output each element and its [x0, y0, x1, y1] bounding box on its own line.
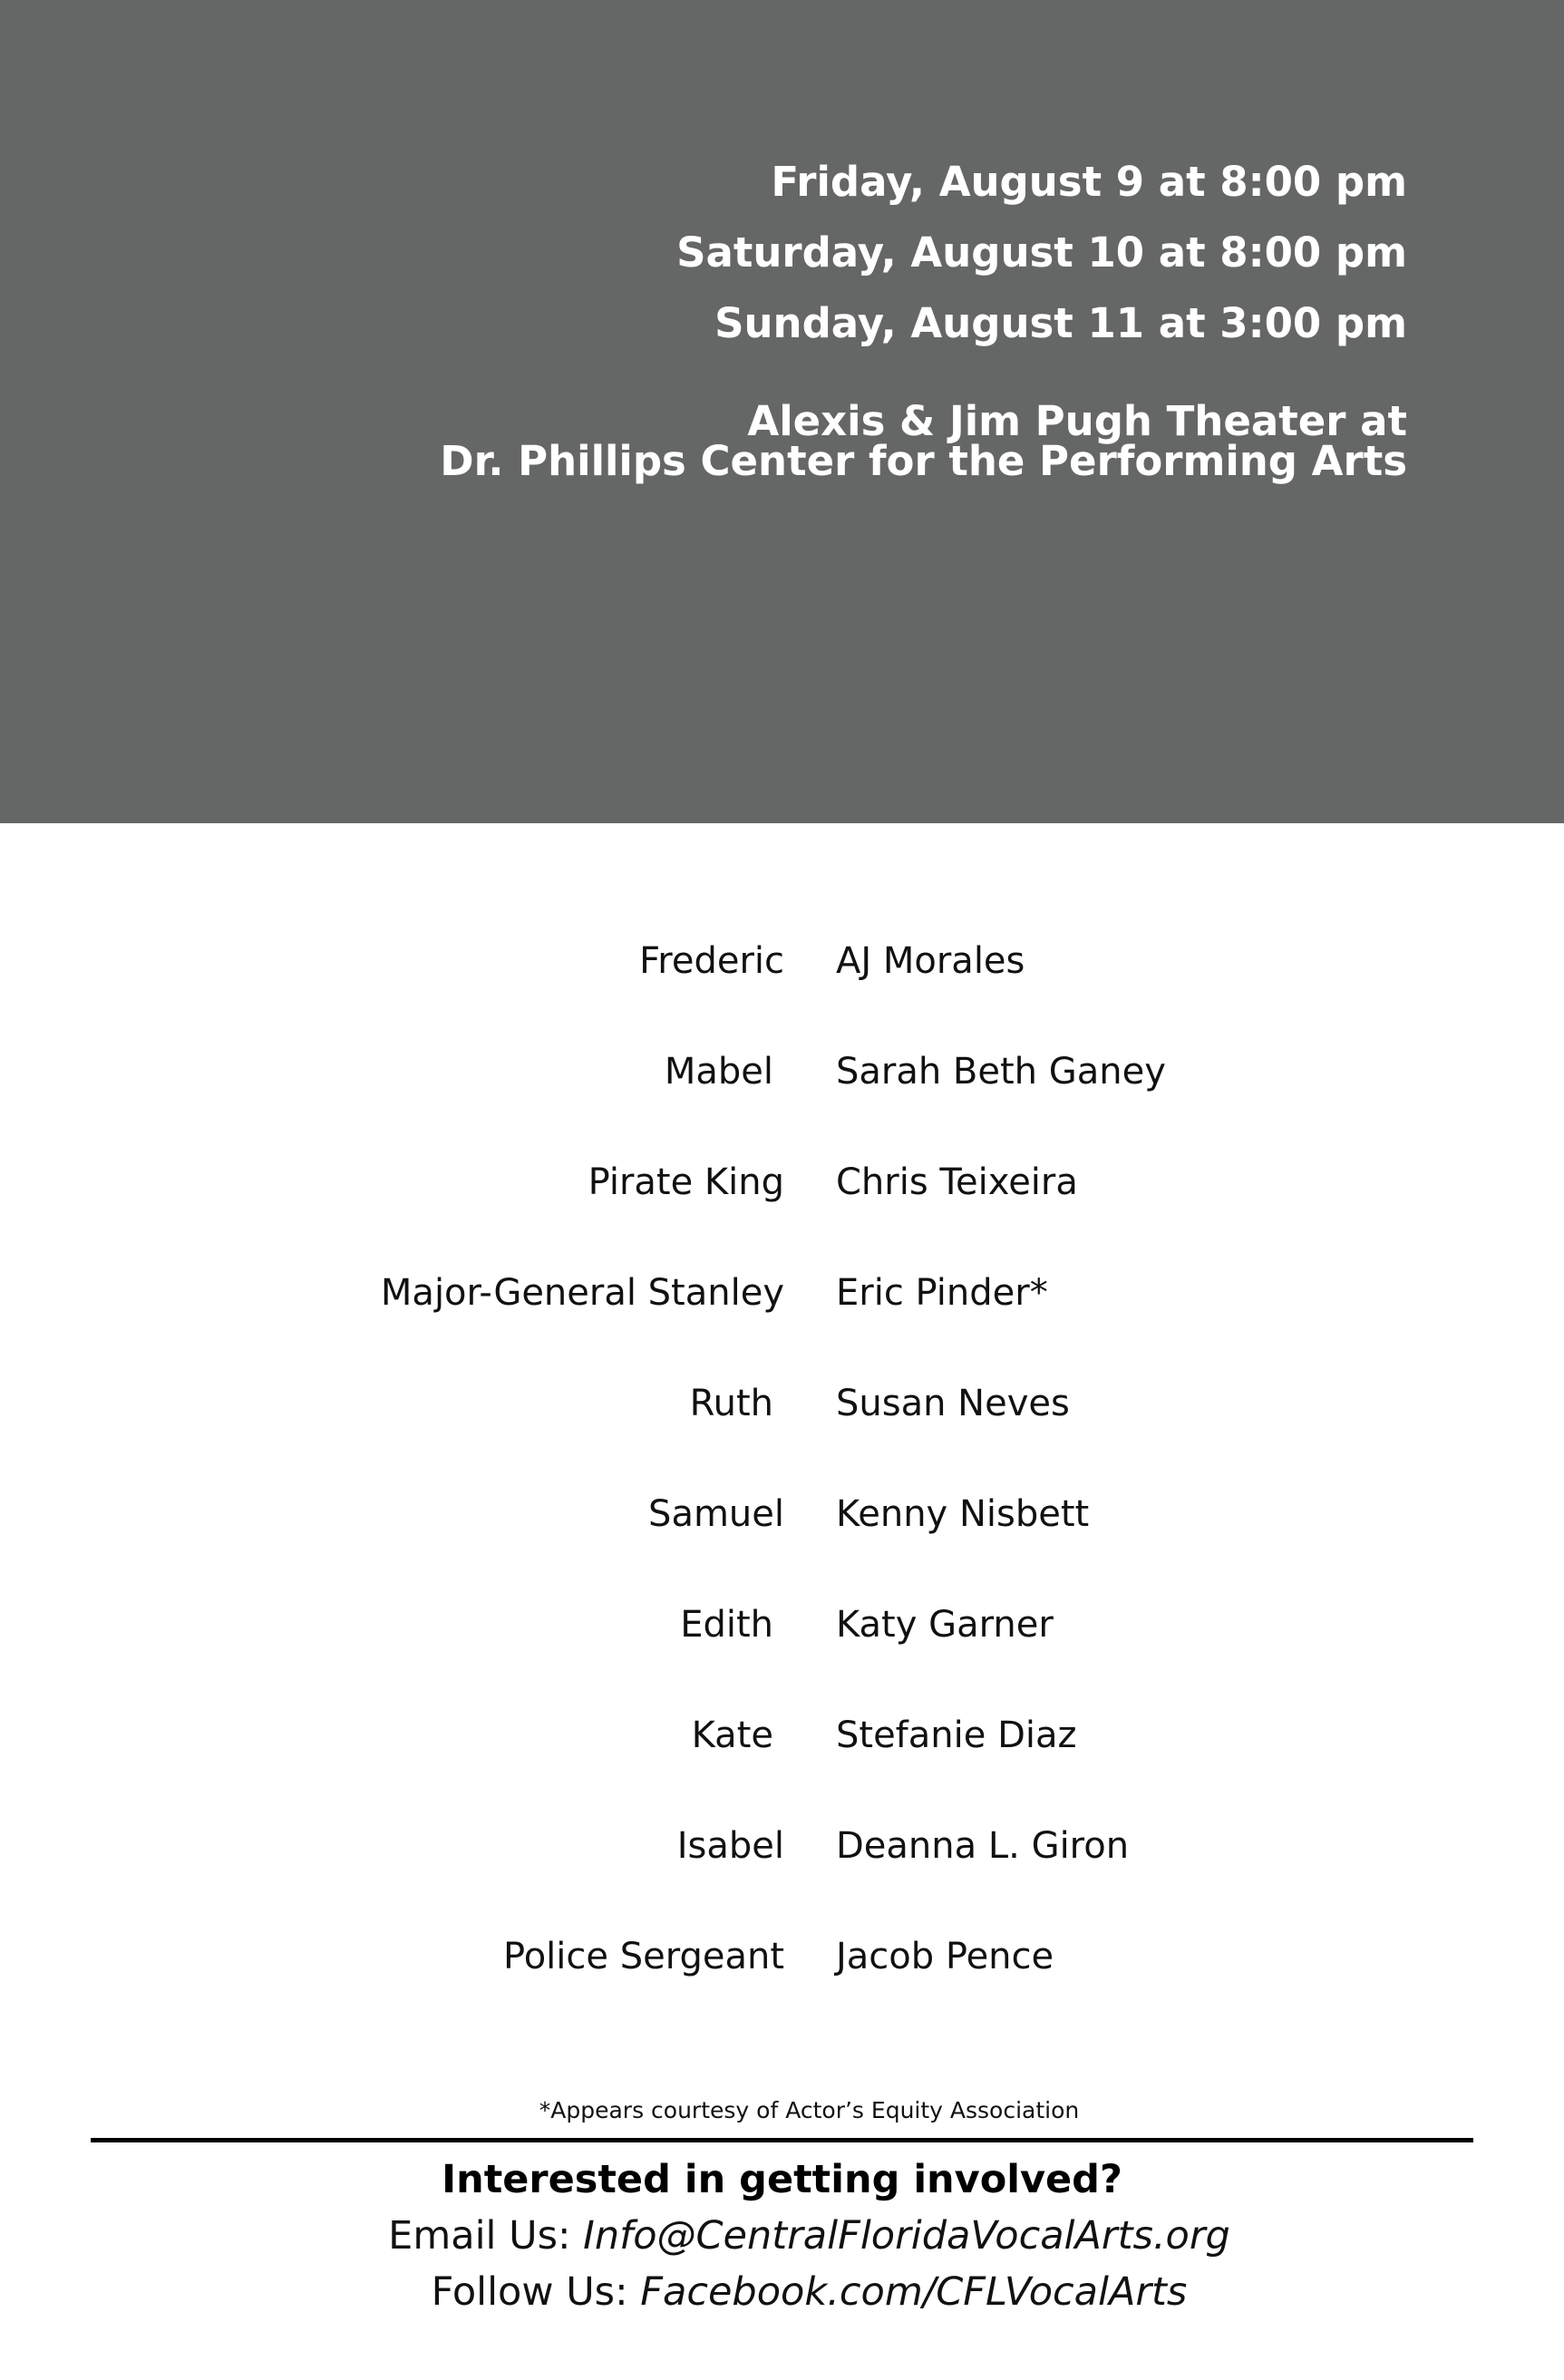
cast-performer: Kenny Nisbett — [836, 1493, 1090, 1535]
cast-role: Pirate King — [588, 1161, 784, 1203]
cast-performer: Katy Garner — [836, 1604, 1054, 1646]
header-band — [0, 0, 1564, 823]
cast-row — [0, 1487, 1564, 1541]
cta-heading: Interested in getting involved? — [442, 2157, 1122, 2202]
cast-role: Mabel — [664, 1051, 773, 1093]
follow-label: Follow Us: — [431, 2269, 641, 2315]
cast-role: Edith — [680, 1604, 773, 1646]
venue-line-2: Dr. Phillips Center for the Performing Arts — [440, 437, 1407, 485]
cast-role: Isabel — [676, 1825, 784, 1867]
cast-row — [0, 934, 1564, 988]
equity-footnote: *Appears courtesy of Actor’s Equity Association — [539, 2097, 1080, 2123]
performance-date-saturday: Saturday, August 10 at 8:00 pm — [676, 228, 1407, 277]
performance-date-friday: Friday, August 9 at 8:00 pm — [771, 158, 1407, 206]
cast-role: Police Sergeant — [503, 1936, 784, 1977]
cast-role: Ruth — [689, 1383, 773, 1424]
cast-role: Kate — [691, 1715, 773, 1756]
cast-performer: Susan Neves — [836, 1383, 1070, 1424]
cast-performer: Deanna L. Giron — [836, 1825, 1130, 1867]
cast-performer: Sarah Beth Ganey — [836, 1051, 1166, 1093]
cast-row — [0, 1376, 1564, 1431]
cast-row — [0, 1708, 1564, 1763]
cast-performer: Stefanie Diaz — [836, 1715, 1077, 1756]
venue-line-1: Alexis & Jim Pugh Theater at — [747, 397, 1407, 445]
facebook-url: Facebook.com/CFLVocalArts — [640, 2269, 1188, 2315]
cast-performer: Chris Teixeira — [836, 1161, 1078, 1203]
cast-performer: Eric Pinder* — [836, 1272, 1048, 1314]
email-address: Info@CentralFloridaVocalArts.org — [583, 2213, 1230, 2259]
divider-line — [91, 2138, 1473, 2142]
cast-row — [0, 1598, 1564, 1652]
follow-line — [0, 2265, 1564, 2319]
email-label: Email Us: — [388, 2213, 584, 2259]
email-line — [0, 2209, 1564, 2263]
cast-role: Major-General Stanley — [380, 1272, 784, 1314]
cast-row — [0, 1929, 1564, 1984]
cast-row — [0, 1155, 1564, 1209]
cast-role: Samuel — [648, 1493, 784, 1535]
cast-row — [0, 1819, 1564, 1873]
performance-date-sunday: Sunday, August 11 at 3:00 pm — [714, 299, 1407, 347]
cast-role: Frederic — [639, 940, 784, 982]
cast-row — [0, 1044, 1564, 1099]
cast-list — [0, 934, 1564, 2022]
cast-row — [0, 1266, 1564, 1320]
cast-performer: AJ Morales — [836, 940, 1025, 982]
cast-performer: Jacob Pence — [836, 1936, 1054, 1977]
